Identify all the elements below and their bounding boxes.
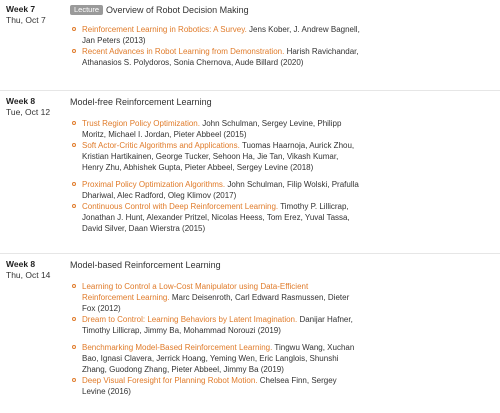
reading-item (70, 201, 360, 234)
reading-item (70, 140, 360, 173)
row-divider (0, 253, 500, 254)
paper-authors: Marc Deisenroth, Carl Edward Rasmussen, Dieter Fox (2012) (82, 293, 350, 313)
week-label: Week 8 (6, 96, 36, 106)
bullet-icon (72, 204, 76, 208)
paper-link[interactable]: Reinforcement Learning in Robotics: A Survey. (82, 25, 247, 34)
topic-label: Overview of Robot Decision Making (106, 5, 249, 15)
day-label: Tue, Oct 12 (6, 107, 51, 117)
content-cell (70, 96, 360, 234)
bullet-icon (72, 284, 76, 288)
reading-item (70, 342, 360, 375)
paper-link[interactable]: Deep Visual Foresight for Planning Robot Motion. (82, 376, 258, 385)
bullet-icon (72, 143, 76, 147)
paper-authors: John Schulman, Filip Wolski, Prafulla Dhariwal, Alec Radford, Oleg Klimov (2017) (82, 180, 359, 200)
reading-list (70, 179, 360, 234)
paper-authors: Tuomas Haarnoja, Aurick Zhou, Kristian Hartikainen, George Tucker, Sehoon Ha, Jie Tan, Vikash Kumar, Henry Zhu, Abhishek Gupta, Pieter Abbeel, Sergey Levine (2018) (82, 141, 355, 172)
paper-authors: Harish Ravichandar, Athanasios S. Polydoros, Sonia Chernova, Aude Billard (2020) (82, 47, 359, 67)
week-label: Week 8 (6, 259, 36, 269)
paper-link[interactable]: Dream to Control: Learning Behaviors by Latent Imagination. (82, 315, 298, 324)
topic-title (70, 96, 360, 108)
paper-link[interactable]: Learning to Control a Low-Cost Manipulator using Data-Efficient Reinforcement Learning. (82, 282, 309, 302)
bullet-icon (72, 345, 76, 349)
date-cell (6, 4, 64, 26)
paper-authors: Jens Kober, J. Andrew Bagnell, Jan Peters (2013) (82, 25, 360, 45)
paper-authors: Chelsea Finn, Sergey Levine (2016) (82, 376, 337, 396)
bullet-icon (72, 27, 76, 31)
date-cell (6, 96, 64, 118)
content-cell (70, 259, 360, 397)
reading-item (70, 24, 360, 46)
bullet-icon (72, 317, 76, 321)
paper-link[interactable]: Soft Actor-Critic Algorithms and Applications. (82, 141, 240, 150)
paper-link[interactable]: Trust Region Policy Optimization. (82, 119, 200, 128)
day-label: Thu, Oct 14 (6, 270, 51, 280)
reading-list (70, 24, 360, 68)
paper-authors: Tingwu Wang, Xuchan Bao, Ignasi Clavera, Jerrick Hoang, Yeming Wen, Eric Langlois, Shunshi Zhang, Guodong Zhang, Pieter Abbeel, Jimmy Ba (2019) (82, 343, 355, 374)
reading-item (70, 281, 360, 314)
topic-label: Model-free Reinforcement Learning (70, 97, 212, 107)
bullet-icon (72, 182, 76, 186)
bullet-icon (72, 121, 76, 125)
reading-item (70, 375, 360, 397)
bullet-icon (72, 378, 76, 382)
paper-authors: Danijar Hafner, Timothy Lillicrap, Jimmy Ba, Mohammad Norouzi (2019) (82, 315, 353, 335)
day-label: Thu, Oct 7 (6, 15, 46, 25)
topic-title (70, 4, 360, 16)
paper-authors: John Schulman, Sergey Levine, Philipp Moritz, Michael I. Jordan, Pieter Abbeel (2015) (82, 119, 342, 139)
date-cell (6, 259, 64, 281)
bullet-icon (72, 49, 76, 53)
paper-link[interactable]: Recent Advances in Robot Learning from Demonstration. (82, 47, 285, 56)
reading-list (70, 281, 360, 336)
row-divider (0, 90, 500, 91)
content-cell (70, 4, 360, 68)
reading-item (70, 179, 360, 201)
week-label: Week 7 (6, 4, 36, 14)
reading-list (70, 342, 360, 397)
paper-link[interactable]: Proximal Policy Optimization Algorithms. (82, 180, 226, 189)
topic-title (70, 259, 360, 271)
topic-label: Model-based Reinforcement Learning (70, 260, 221, 270)
reading-item (70, 118, 360, 140)
paper-link[interactable]: Continuous Control with Deep Reinforcement Learning. (82, 202, 279, 211)
reading-item (70, 46, 360, 68)
paper-link[interactable]: Benchmarking Model-Based Reinforcement Learning. (82, 343, 273, 352)
reading-list (70, 118, 360, 173)
reading-item (70, 314, 360, 336)
paper-authors: Timothy P. Lillicrap, Jonathan J. Hunt, Alexander Pritzel, Nicolas Heess, Tom Erez, Yuval Tassa, David Silver, Daan Wierstra (2015) (82, 202, 350, 233)
lecture-badge: Lecture (70, 5, 103, 15)
